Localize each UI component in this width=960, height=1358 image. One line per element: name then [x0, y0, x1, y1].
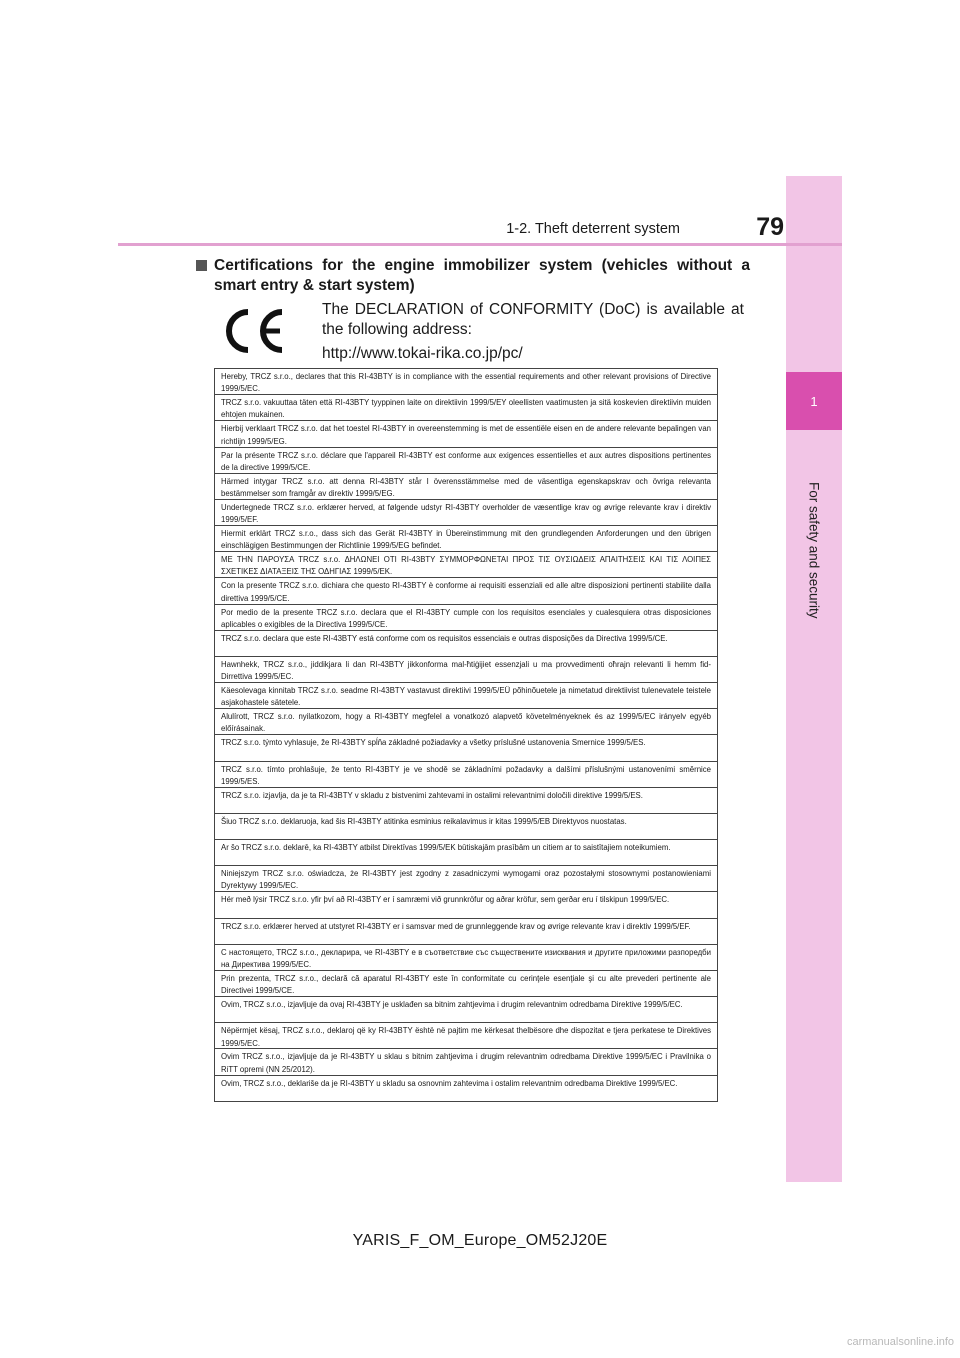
- declaration-row: Hiermit erklärt TRCZ s.r.o., dass sich das Gerät RI-43BTY in Übereinstimmung mit den grundlegenden Anforderungen und den übrigen einschlägigen Bestimmungen der Richtlinie 1999/5/EG befindet.: [215, 526, 717, 552]
- declaration-row: С настоящето, TRCZ s.r.o., декларира, че RI-43BTY е в съответствие със съществените изисквания и другите приложими разпоредби на Директива 1999/5/ЕС.: [215, 945, 717, 971]
- declaration-row: Hér með lýsir TRCZ s.r.o. yfir því að RI-43BTY er í samræmi við grunnkröfur og aðrar kröfur, sem gerðar eru í tilskipun 1999/5/EC.: [215, 892, 717, 918]
- declaration-row: Niniejszym TRCZ s.r.o. oświadcza, że RI-43BTY jest zgodny z zasadniczymi wymogami oraz pozostałymi stosownymi postanowieniami Dyrektywy 1999/5/EC.: [215, 866, 717, 892]
- header-section-title: 1-2. Theft deterrent system: [506, 221, 680, 237]
- chapter-label-container: [786, 430, 842, 670]
- declaration-row: TRCZ s.r.o. vakuuttaa täten että RI-43BTY tyyppinen laite on direktiivin 1999/5/EY oleellisten vaatimusten ja sitä koskevien direktiivin muiden ehtojen mukainen.: [215, 395, 717, 421]
- declaration-row: Šiuo TRCZ s.r.o. deklaruoja, kad šis RI-43BTY atitinka esminius reikalavimus ir kitas 1999/5/EB Direktyvos nuostatas.: [215, 814, 717, 840]
- declaration-row: Ovim TRCZ s.r.o., izjavljuje da je RI-43BTY u sklau s bitnim zahtjevima i drugim relevantnim odredbama Direktive 1999/5/EC i Pravilnika o RiTT opremi (NN 25/2012).: [215, 1049, 717, 1075]
- declaration-row: Alulírott, TRCZ s.r.o. nyilatkozom, hogy a RI-43BTY megfelel a vonatkozó alapvető követelményeknek és az 1999/5/EC irányelv egyéb előírásainak.: [215, 709, 717, 735]
- chapter-number: 1: [786, 372, 842, 430]
- doc-notice: [322, 300, 744, 364]
- declaration-row: Käesolevaga kinnitab TRCZ s.r.o. seadme RI-43BTY vastavust direktiivi 1999/5/EÜ põhinõuetele ja nimetatud direktiivist tulenevatele teistele asjakohastele sätetele.: [215, 683, 717, 709]
- ce-mark-icon: [222, 308, 288, 354]
- section-heading: [194, 256, 750, 296]
- declaration-row: Hereby, TRCZ s.r.o., declares that this RI-43BTY is in compliance with the essential requirements and other relevant provisions of Directive 1999/5/EC.: [215, 369, 717, 395]
- declaration-row: Ovim, TRCZ s.r.o., deklariše da je RI-43BTY u skladu sa osnovnim zahtevima i ostalim relevantnim odredbama Direktive 1999/5/EC.: [221, 1078, 678, 1088]
- declaration-row: ΜΕ ΤΗΝ ΠΑΡΟΥΣΑ TRCZ s.r.o. ΔΗΛΩΝΕΙ ΟΤΙ RI-43BTY ΣΥΜΜΟΡΦΩΝΕΤΑΙ ΠΡΟΣ ΤΙΣ ΟΥΣΙΩΔΕΙΣ ΑΠΑΙΤΗΣΕΙΣ ΚΑΙ ΤΙΣ ΛΟΙΠΕΣ ΣΧΕΤΙΚΕΣ ΔΙΑΤΑΞΕΙΣ ΤΗΣ ΟΔΗΓΙΑΣ 1999/5/ΕΚ.: [215, 552, 717, 578]
- section-heading-text: Certifications for the engine immobilizer system (vehicles without a smart entry & start system): [214, 257, 750, 294]
- declaration-table: [214, 368, 718, 1102]
- declaration-row: TRCZ s.r.o. izjavlja, da je ta RI-43BTY v skladu z bistvenimi zahtevami in ostalimi relevantnimi določili direktive 1999/5/ES.: [215, 788, 717, 814]
- declaration-row: Hawnhekk, TRCZ s.r.o., jiddikjara li dan RI-43BTY jikkonforma mal-ħtiġijiet essenzjali u ma provvedimenti oħrajn relevanti li hemm fid-Dirrettiva 1999/5/EC.: [215, 657, 717, 683]
- chapter-side-tab: [786, 176, 842, 1182]
- declaration-row: Härmed intygar TRCZ s.r.o. att denna RI-43BTY står I överensstämmelse med de väsentliga egenskapskrav och övriga relevanta bestämmelser som framgår av direktiv 1999/5/EG.: [215, 474, 717, 500]
- declaration-row: TRCZ s.r.o. erklærer herved at utstyret RI-43BTY er i samsvar med de grunnleggende krav og øvrige relevante krav i direktiv 1999/5/EF.: [215, 919, 717, 945]
- manual-code: YARIS_F_OM_Europe_OM52J20E: [352, 1232, 608, 1249]
- declaration-row: TRCZ s.r.o. týmto vyhlasuje, že RI-43BTY spĺňa základné požiadavky a všetky príslušné ustanovenia Smernice 1999/5/ES.: [215, 735, 717, 761]
- declaration-row: Undertegnede TRCZ s.r.o. erklærer herved, at følgende udstyr RI-43BTY overholder de væsentlige krav og øvrige relevante krav i direktiv 1999/5/EF.: [215, 500, 717, 526]
- doc-url: http://www.tokai-rika.co.jp/pc/: [322, 345, 523, 362]
- watermark: carmanualsonline.info: [846, 1336, 954, 1348]
- heading-square-icon: [196, 260, 207, 271]
- declaration-row: Hierbij verklaart TRCZ s.r.o. dat het toestel RI-43BTY in overeenstemming is met de essentiële eisen en de andere relevante bepalingen van richtlijn 1999/5/EG.: [215, 421, 717, 447]
- declaration-row: Ar šo TRCZ s.r.o. deklarē, ka RI-43BTY atbilst Direktīvas 1999/5/EK būtiskajām prasībām un citiem ar to saistītajiem noteikumiem.: [215, 840, 717, 866]
- header-divider: [118, 243, 842, 246]
- declaration-row: Con la presente TRCZ s.r.o. dichiara che questo RI-43BTY è conforme ai requisiti essenziali ed alle altre disposizioni pertinenti stabilite dalla direttiva 1999/5/CE.: [215, 578, 717, 604]
- doc-notice-text: The DECLARATION of CONFORMITY (DoC) is available at the following address:: [322, 301, 744, 338]
- declaration-row: Ovim, TRCZ s.r.o., izjavljuje da ovaj RI-43BTY je usklađen sa bitnim zahtjevima i drugim relevantnim odredbama Direktive 1999/5/EC.: [215, 997, 717, 1023]
- declaration-row: Par la présente TRCZ s.r.o. déclare que l'appareil RI-43BTY est conforme aux exigences essentielles et aux autres dispositions pertinentes de la directive 1999/5/CE.: [215, 448, 717, 474]
- declaration-row: TRCZ s.r.o. declara que este RI-43BTY está conforme com os requisitos essenciais e outras disposições da Directiva 1999/5/CE.: [215, 631, 717, 657]
- page-number: 79: [756, 213, 784, 241]
- declaration-row: Nëpërmjet kësaj, TRCZ s.r.o., deklaroj që ky RI-43BTY është në pajtim me kërkesat thelbësore dhe dispozitat e tjera perkatese te Direktives 1999/5/EC.: [215, 1023, 717, 1049]
- declaration-row: TRCZ s.r.o. tímto prohlašuje, že tento RI-43BTY je ve shodě se základními požadavky a dalšími příslušnými ustanoveními směrnice 1999/5/ES.: [215, 762, 717, 788]
- declaration-row: Prin prezenta, TRCZ s.r.o., declară că aparatul RI-43BTY este în conformitate cu cerinţele esenţiale şi cu alte prevederi pertinente ale Directivei 1999/5/CE.: [215, 971, 717, 997]
- chapter-label: For safety and security: [806, 481, 822, 619]
- declaration-row: Por medio de la presente TRCZ s.r.o. declara que el RI-43BTY cumple con los requisitos esenciales y cualesquiera otras disposiciones aplicables o exigibles de la Directiva 1999/5/CE.: [215, 605, 717, 631]
